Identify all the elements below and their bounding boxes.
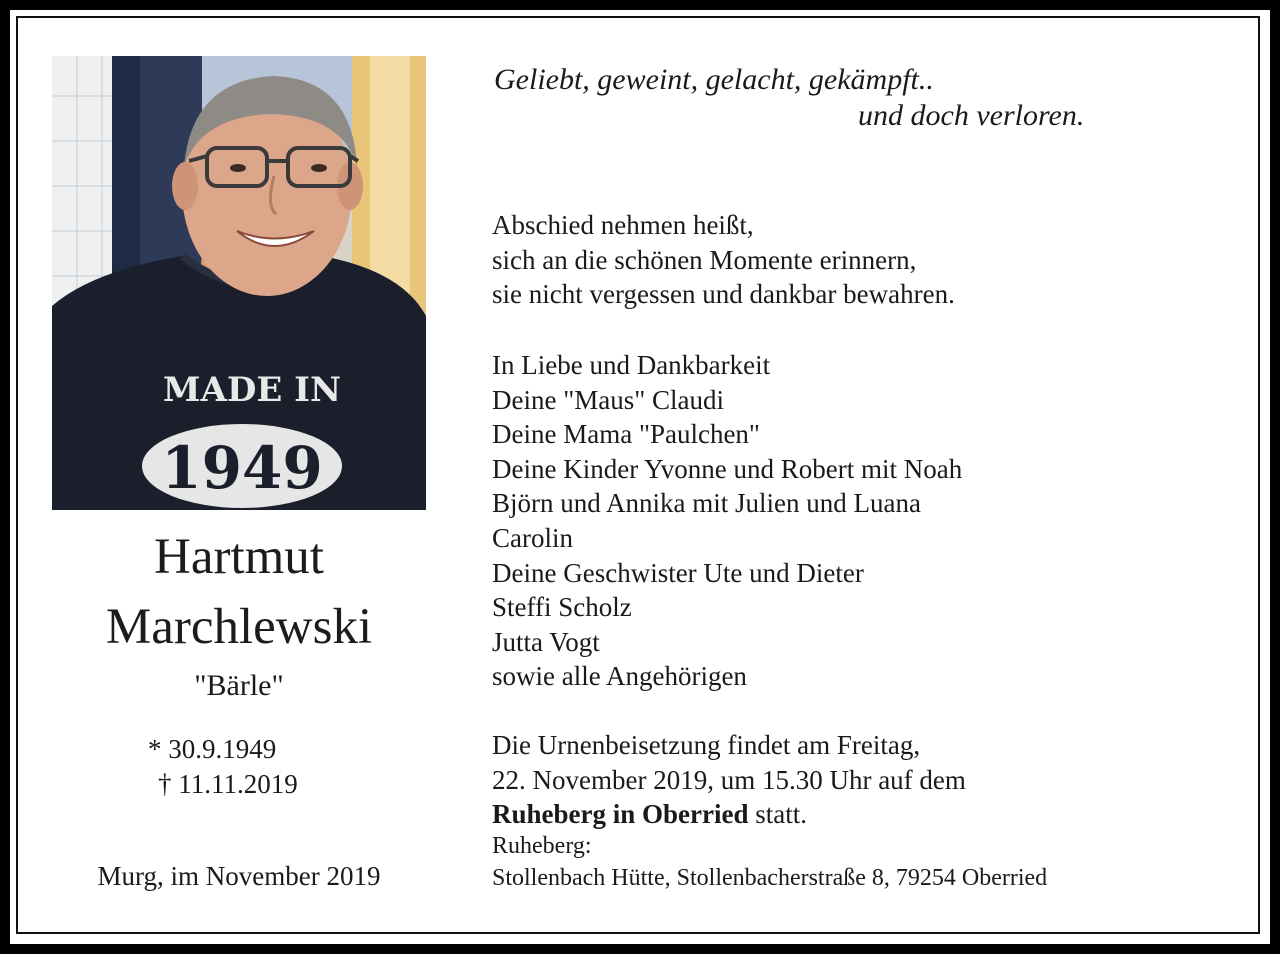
mourner-line: In Liebe und Dankbarkeit: [492, 350, 771, 380]
address-label: Ruheberg:: [492, 833, 592, 859]
birth-date: * 30.9.1949: [148, 734, 277, 764]
funeral-line-1: Die Urnenbeisetzung findet am Freitag,: [492, 730, 921, 760]
mourner-line: Deine Kinder Yvonne und Robert mit Noah: [492, 453, 963, 484]
life-dates: [148, 732, 408, 802]
mourner-line: Carolin: [492, 522, 573, 553]
nickname: "Bärle": [194, 669, 284, 702]
verse-line: sich an die schönen Momente erinnern,: [492, 244, 917, 275]
portrait-photo: [52, 56, 426, 510]
mourner-line: Björn und Annika mit Julien und Luana: [492, 488, 921, 519]
deceased-name: [52, 522, 426, 662]
farewell-verse: [492, 208, 1192, 312]
obituary-card: [10, 10, 1270, 944]
place-and-date: Murg, im November 2019: [97, 861, 381, 891]
verse-line: sie nicht vergessen und dankbar bewahren.: [492, 279, 955, 310]
mourner-line: Jutta Vogt: [492, 626, 600, 657]
funeral-line-3-rest: statt.: [748, 799, 807, 830]
funeral-notice: [492, 728, 1192, 832]
mourner-line: Steffi Scholz: [492, 592, 632, 623]
last-name: Marchlewski: [105, 599, 373, 655]
mourner-line: sowie alle Angehörigen: [492, 661, 747, 692]
shirt-print-year: 1949: [161, 434, 323, 502]
motto: [494, 62, 1134, 134]
mourner-line: Deine Mama "Paulchen": [492, 419, 760, 450]
motto-line-1: Geliebt, geweint, gelacht, gekämpft..: [494, 63, 934, 96]
mourners-list: [492, 348, 1192, 694]
funeral-address: [492, 830, 1212, 894]
first-name: Hartmut: [154, 529, 324, 585]
funeral-location: Ruheberg in Oberried: [492, 799, 749, 830]
address-text: Stollenbach Hütte, Stollenbacherstraße 8, 79254 Oberried: [492, 865, 1048, 891]
funeral-line-2: 22. November 2019, um 15.30 Uhr auf dem: [492, 764, 966, 795]
mourner-line: Deine "Maus" Claudi: [492, 384, 725, 415]
shirt-print-made-in: MADE IN: [162, 370, 342, 410]
funeral-line-3: [492, 797, 1192, 832]
mourner-line: Deine Geschwister Ute und Dieter: [492, 557, 864, 588]
verse-line: Abschied nehmen heißt,: [492, 210, 754, 240]
motto-line-2: und doch verloren.: [858, 99, 1085, 132]
death-date: † 11.11.2019: [158, 769, 298, 799]
